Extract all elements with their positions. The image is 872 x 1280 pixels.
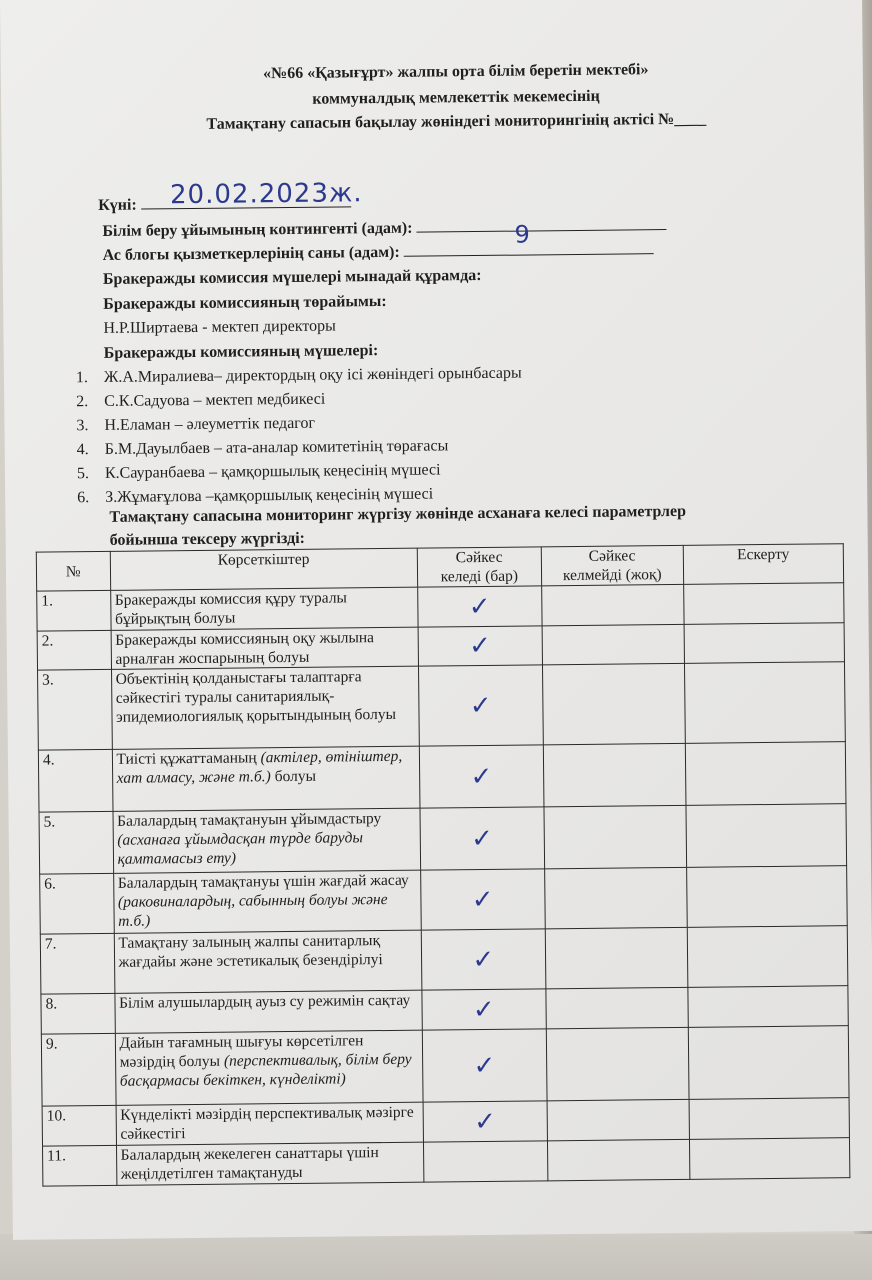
member-number: 4. — [76, 441, 89, 459]
member-item — [77, 485, 433, 507]
row-number: 8. — [41, 993, 115, 1034]
row-not-matches-cell — [542, 663, 685, 744]
indicator-italic: (раковиналардың, сабынның болуы және т.б.) — [117, 890, 388, 930]
check-mark-icon: ✓ — [471, 823, 494, 854]
header-line-3: Тамақтану сапасын бақылау жөніндегі мониторингінің актісі №____ — [206, 110, 707, 133]
indicator-text: Балалардың тамақтануы үшін жағдай жасау — [117, 871, 409, 892]
row-number: 2. — [37, 630, 111, 670]
row-note-cell — [683, 583, 844, 625]
row-number: 5. — [39, 811, 113, 874]
row-indicator — [110, 587, 418, 630]
row-note-cell — [689, 1098, 850, 1140]
table-row — [41, 1026, 849, 1106]
header-no: № — [36, 551, 110, 591]
row-note-cell — [688, 986, 849, 1028]
row-not-matches-cell — [541, 584, 683, 625]
member-item — [76, 391, 325, 412]
chair-label: Бракеражды комиссияның төрайымы: — [103, 292, 387, 313]
member-number: 1. — [75, 369, 89, 387]
indicator-tail: болуы — [270, 767, 317, 786]
row-number: 6. — [40, 873, 114, 934]
row-not-matches-cell — [543, 743, 686, 806]
header-matches-line2: келеді (бар) — [440, 567, 519, 586]
row-indicator — [115, 1030, 423, 1105]
row-not-matches-cell — [546, 1027, 689, 1100]
row-indicator — [114, 930, 422, 993]
row-note-cell — [684, 623, 845, 664]
row-matches-cell — [420, 869, 545, 930]
staff-handwritten: 9 — [514, 220, 531, 249]
row-indicator — [111, 627, 419, 669]
check-mark-icon: ✓ — [472, 944, 495, 975]
row-not-matches-cell — [542, 624, 684, 664]
table-row — [38, 742, 846, 812]
indicator-text: Бракеражды комиссия құру туралы бұйрықтың болуы — [114, 589, 348, 628]
indicator-text: Объектінің қолданыстағы талаптарға сәйкестігі туралы санитариялық-эпидемиологиялық қорытындының болуы — [115, 668, 397, 726]
row-indicator — [116, 1102, 424, 1145]
background-edge-bottom — [0, 1234, 872, 1280]
row-indicator — [111, 666, 419, 749]
table-row — [43, 1138, 850, 1186]
row-not-matches-cell — [544, 805, 687, 868]
member-item — [77, 437, 449, 459]
member-text: Ж.А.Миралиева– директордың оқу ісі жөніндегі орынбасары — [103, 364, 522, 386]
intro-line-2: бойынша тексеру жүргізді: — [109, 529, 306, 549]
check-mark-icon: ✓ — [471, 884, 494, 915]
row-indicator — [116, 1142, 424, 1185]
row-note-cell — [685, 742, 846, 806]
contingent-row — [102, 215, 666, 241]
member-text: Н.Еламан – әлеуметтік педагог — [104, 414, 316, 434]
table-row — [40, 926, 848, 994]
check-mark-icon: ✓ — [470, 761, 493, 792]
check-mark-icon: ✓ — [469, 690, 492, 721]
row-matches-cell — [417, 586, 541, 627]
row-matches-cell — [418, 626, 542, 666]
monitoring-table — [36, 543, 851, 1186]
check-mark-icon: ✓ — [468, 591, 491, 622]
row-matches-cell — [418, 665, 543, 746]
header-matches-line1: Сәйкес — [455, 548, 503, 567]
table-row — [39, 804, 847, 874]
member-number: 3. — [76, 417, 89, 435]
contingent-underline — [416, 215, 666, 233]
header-not-matches — [541, 545, 683, 585]
indicator-text: Балалардың жекелеген санаттары үшін жеңілдетілген тамақтануды — [120, 1144, 379, 1183]
member-number: 2. — [76, 393, 89, 411]
row-indicator — [114, 990, 422, 1033]
header-matches — [417, 547, 541, 587]
check-mark-icon: ✓ — [473, 1106, 497, 1137]
header-note: Ескерту — [683, 544, 844, 585]
indicator-text: Тамақтану залының жалпы санитарлық жағдайы және эстетикалық безендірілуі — [118, 932, 383, 971]
row-matches-cell — [421, 929, 546, 990]
row-matches-cell — [419, 745, 544, 808]
row-not-matches-cell — [544, 867, 687, 928]
members-label: Бракеражды комиссияның мүшелері: — [103, 342, 379, 362]
indicator-text: Күнделікті мәзірдің перспективалық мәзірге сәйкестігі — [120, 1103, 414, 1143]
date-label: Күні: — [98, 196, 137, 214]
row-matches-cell — [422, 989, 546, 1030]
staff-label: Ас блогы қызметкерлерінің саны (адам): — [102, 243, 400, 264]
row-not-matches-cell — [547, 1099, 689, 1140]
commission-label: Бракеражды комиссия мүшелері мынадай құрамда: — [102, 266, 482, 288]
member-item — [76, 415, 315, 435]
row-note-cell — [684, 662, 845, 744]
member-text: К.Сауранбаева – қамқоршылық кеңесінің мүшесі — [104, 461, 441, 482]
indicator-text: Дайын тағамның шығуы көрсетілген мәзірдің болуы — [119, 1032, 364, 1071]
indicator-italic: (перспективалық, білім беру басқармасы бекіткен, күнделікті) — [119, 1050, 412, 1090]
member-text: З.Жұмағұлова –қамқоршылық кеңесінің мүшесі — [105, 485, 434, 506]
staff-row — [103, 239, 654, 265]
indicator-text: Балалардың тамақтануын ұйымдастыру — [117, 810, 382, 830]
check-mark-icon: ✓ — [468, 630, 492, 662]
check-mark-icon: ✓ — [473, 1050, 496, 1081]
header-line-2: коммуналдық мемлекеттік мекемесінің — [312, 87, 600, 108]
row-note-cell — [687, 926, 848, 988]
row-not-matches-cell — [546, 987, 688, 1028]
table-row — [40, 866, 848, 934]
chair-value: Н.Р.Ширтаева - мектеп директоры — [103, 317, 336, 337]
row-number: 11. — [43, 1145, 117, 1186]
row-indicator — [113, 870, 421, 933]
contingent-label: Білім беру ұйымының контингенті (адам): — [102, 219, 413, 240]
row-not-matches-cell — [547, 1139, 689, 1180]
row-note-cell — [688, 1026, 849, 1100]
member-number: 5. — [76, 465, 90, 483]
row-matches-cell — [423, 1101, 547, 1142]
date-handwritten: 20.02.2023ж. — [169, 178, 363, 211]
row-indicator — [112, 746, 420, 811]
row-number: 10. — [42, 1105, 116, 1146]
indicator-italic: (асханаға ұйымдасқан түрде баруды қамтамасыз ету) — [117, 829, 364, 868]
member-text: С.К.Садуова – мектеп медбикесі — [104, 390, 326, 410]
header-not-matches-line2: келмейді (жоқ) — [562, 566, 662, 585]
indicator-text: Тиісті құжаттаманың — [116, 749, 261, 768]
intro-line-1: Тамақтану сапасына мониторинг жүргізу жөнінде асханаға келесі параметрлер — [109, 502, 687, 526]
row-number: 7. — [40, 933, 114, 994]
row-matches-cell — [422, 1029, 547, 1102]
indicator-text: Бракеражды комиссияның оқу жылына арналған жоспарының болуы — [115, 629, 375, 668]
row-number: 1. — [37, 590, 111, 631]
row-note-cell — [689, 1138, 850, 1180]
indicator-italic: (актілер, өтініштер, хат алмасу, және т.б.) — [116, 747, 403, 787]
indicator-text: Білім алушылардың ауыз су режимін сақтау — [118, 991, 411, 1012]
row-number: 9. — [41, 1033, 115, 1106]
row-indicator — [113, 808, 421, 873]
row-not-matches-cell — [545, 927, 688, 988]
member-text: Б.М.Дауылбаев – ата-аналар комитетінің төрағасы — [104, 437, 449, 458]
header-indicators: Көрсеткіштер — [110, 548, 418, 590]
header-not-matches-line1: Сәйкес — [588, 547, 636, 565]
row-note-cell — [686, 866, 847, 928]
member-item — [76, 365, 522, 388]
member-item — [77, 461, 441, 483]
row-number: 3. — [38, 669, 112, 750]
table-row — [38, 662, 846, 750]
table-body — [37, 583, 850, 1186]
row-number: 4. — [38, 749, 112, 812]
header-line-1: «№66 «Қазығұрт» жалпы орта білім беретін мектебі» — [262, 61, 649, 83]
row-note-cell — [686, 804, 847, 868]
row-matches-cell — [423, 1141, 547, 1182]
row-matches-cell — [420, 807, 545, 870]
check-mark-icon: ✓ — [472, 994, 495, 1025]
member-number: 6. — [77, 489, 90, 507]
